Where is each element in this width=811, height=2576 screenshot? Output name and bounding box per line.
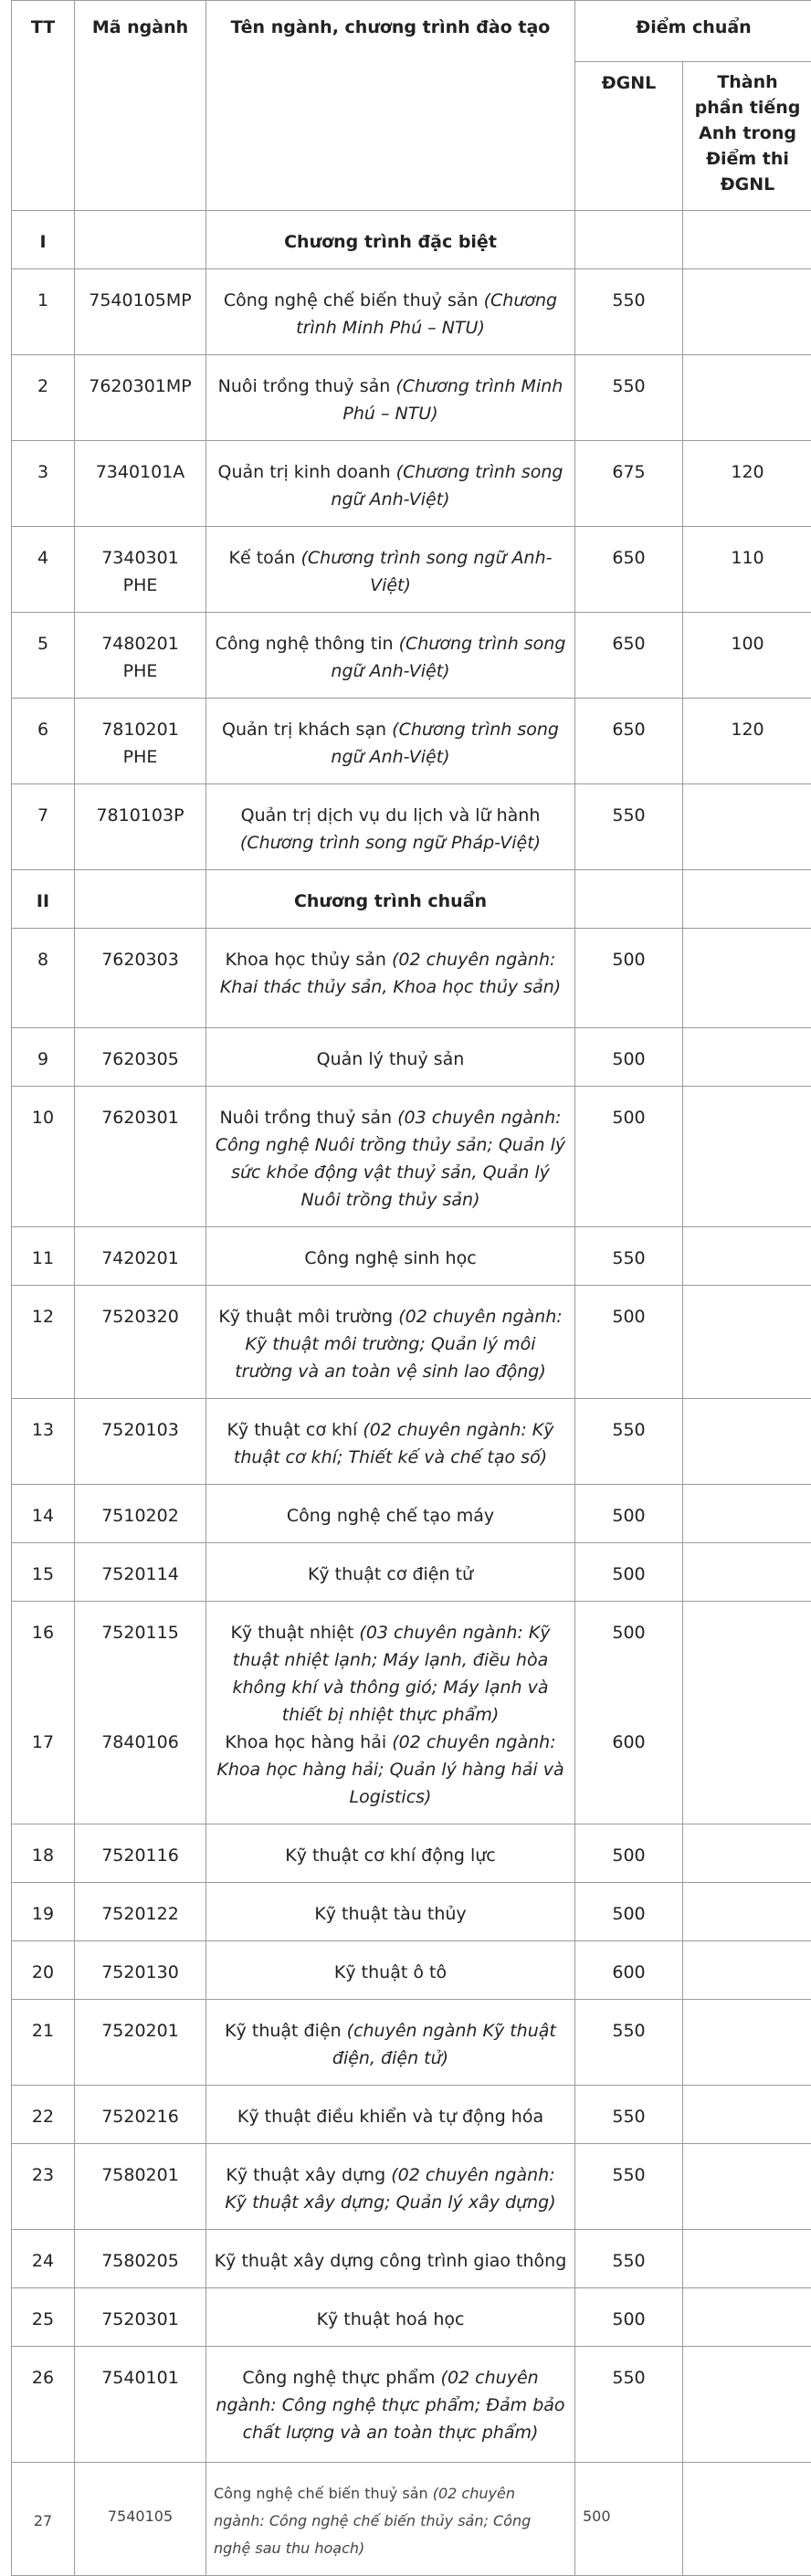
program-name-cell <box>206 699 575 784</box>
dgnl-score: 650 <box>575 613 683 699</box>
program-name-cell <box>206 2144 575 2230</box>
english-component-score <box>683 1602 811 1730</box>
table-row <box>12 1941 811 2000</box>
table-row <box>12 1543 811 1602</box>
table-row <box>12 1399 811 1485</box>
row-number: 3 <box>12 441 75 527</box>
dgnl-score: 500 <box>575 1087 683 1227</box>
dgnl-score: 500 <box>575 1028 683 1087</box>
table-row <box>12 2288 811 2347</box>
dgnl-score: 550 <box>575 2144 683 2230</box>
row-number: 22 <box>12 2086 75 2144</box>
table-row <box>12 2144 811 2230</box>
section-number: II <box>12 870 75 929</box>
program-name: Nuôi trồng thuỷ sản <box>218 376 391 396</box>
table-row <box>12 1824 811 1883</box>
english-component-score <box>683 1941 811 2000</box>
program-code: 7810201 PHE <box>75 699 206 784</box>
dgnl-score: 550 <box>575 1227 683 1286</box>
table-row <box>12 2000 811 2086</box>
program-code: 7340301 PHE <box>75 527 206 613</box>
program-name-cell <box>206 1485 575 1543</box>
program-name: Quản lý thuỷ sản <box>317 1049 465 1069</box>
program-code: 7520116 <box>75 1824 206 1883</box>
row-number: 12 <box>12 1286 75 1399</box>
program-name-cell <box>206 2086 575 2144</box>
row-number: 17 <box>12 1729 75 1824</box>
table-row <box>12 1028 811 1087</box>
english-component-score <box>683 355 811 441</box>
program-code: 7620301MP <box>75 355 206 441</box>
english-component-score <box>683 2288 811 2347</box>
header-row <box>12 1 811 62</box>
header-score-group: Điểm chuẩn <box>575 1 811 62</box>
program-note: (Chương trình song ngữ Anh-Việt) <box>331 634 565 681</box>
row-number: 20 <box>12 1941 75 2000</box>
program-note: (02 chuyên ngành: Kỹ thuật môi trường; Quản lý môi trường và an toàn vệ sinh lao động) <box>235 1307 562 1382</box>
dgnl-score: 500 <box>575 1286 683 1399</box>
row-number: 2 <box>12 355 75 441</box>
dgnl-score: 550 <box>575 1399 683 1485</box>
english-component-score <box>683 2000 811 2086</box>
english-component-score <box>683 1485 811 1543</box>
english-component-score <box>683 1286 811 1399</box>
section-score-empty <box>575 211 683 269</box>
program-code: 7520320 <box>75 1286 206 1399</box>
program-note: (Chương trình song ngữ Anh-Việt) <box>331 462 563 510</box>
table-row <box>12 1729 811 1824</box>
program-code: 7520122 <box>75 1883 206 1941</box>
program-code: 7520216 <box>75 2086 206 2144</box>
program-note: (03 chuyên ngành: Công nghệ Nuôi trồng thủy sản; Quản lý sức khỏe động vật thuỷ sản, Quản lý Nuôi trồng thủy sản) <box>216 1108 565 1210</box>
program-name-cell <box>206 1941 575 2000</box>
program-name: Quản trị dịch vụ du lịch và lữ hành <box>241 805 541 825</box>
program-name: Công nghệ thực phẩm <box>242 2368 435 2388</box>
program-code: 7420201 <box>75 1227 206 1286</box>
section-english-empty <box>683 211 811 269</box>
program-code: 7810103P <box>75 784 206 870</box>
program-name: Quản trị kinh doanh <box>218 462 391 482</box>
table-row <box>12 1602 811 1730</box>
program-name-cell <box>206 784 575 870</box>
english-component-score: 100 <box>683 613 811 699</box>
program-note: (02 chuyên ngành: Khoa học hàng hải; Quản lý hàng hải và Logistics) <box>216 1732 563 1807</box>
english-component-score <box>683 1028 811 1087</box>
row-number: 4 <box>12 527 75 613</box>
program-code: 7480201 PHE <box>75 613 206 699</box>
table-row <box>12 1286 811 1399</box>
program-name-cell <box>206 2288 575 2347</box>
program-code: 7520115 <box>75 1602 206 1730</box>
row-number: 10 <box>12 1087 75 1227</box>
program-code: 7520201 <box>75 2000 206 2086</box>
program-name: Kỹ thuật cơ khí động lực <box>285 1845 495 1866</box>
english-component-score <box>683 1543 811 1602</box>
program-name: Khoa học thủy sản <box>226 950 386 970</box>
row-number: 16 <box>12 1602 75 1730</box>
program-name: Công nghệ chế biến thuỷ sản <box>214 2485 428 2502</box>
row-number: 24 <box>12 2230 75 2288</box>
program-name: Công nghệ chế tạo máy <box>287 1506 494 1526</box>
english-component-score <box>683 2086 811 2144</box>
program-code: 7540101 <box>75 2347 206 2463</box>
program-name-cell <box>206 2463 575 2576</box>
english-component-score <box>683 1227 811 1286</box>
table-row <box>12 355 811 441</box>
table-row <box>12 929 811 1028</box>
table-row <box>12 1227 811 1286</box>
table-row <box>12 2086 811 2144</box>
section-english-empty <box>683 870 811 929</box>
program-note: (02 chuyên ngành: Kỹ thuật cơ khí; Thiết kế và chế tạo số) <box>234 1420 554 1467</box>
program-name-cell <box>206 1286 575 1399</box>
program-name: Kế toán <box>229 548 296 568</box>
english-component-score: 120 <box>683 699 811 784</box>
english-component-score <box>683 784 811 870</box>
table-body <box>12 211 811 2576</box>
program-name-cell <box>206 355 575 441</box>
section-title: Chương trình chuẩn <box>206 870 575 929</box>
program-code: 7840106 <box>75 1729 206 1824</box>
english-component-score <box>683 2144 811 2230</box>
dgnl-score: 550 <box>575 784 683 870</box>
program-note: (02 chuyên ngành: Công nghệ chế biến thủy sản; Công nghệ sau thu hoạch) <box>214 2485 531 2557</box>
program-note: (Chương trình Minh Phú – NTU) <box>342 376 563 424</box>
section-code-empty <box>75 211 206 269</box>
table-row <box>12 527 811 613</box>
program-name-cell <box>206 1399 575 1485</box>
dgnl-score: 600 <box>575 1729 683 1824</box>
program-name: Công nghệ chế biến thuỷ sản <box>224 290 479 310</box>
program-code: 7580201 <box>75 2144 206 2230</box>
header-english-component: Thành phần tiếng Anh trong Điểm thi ĐGNL <box>683 62 811 211</box>
program-code: 7520130 <box>75 1941 206 2000</box>
program-code: 7510202 <box>75 1485 206 1543</box>
table-row <box>12 2347 811 2463</box>
header-tt: TT <box>12 1 75 211</box>
program-note: (02 chuyên ngành: Kỹ thuật xây dựng; Quản lý xây dựng) <box>225 2165 555 2213</box>
row-number: 15 <box>12 1543 75 1602</box>
section-row <box>12 211 811 269</box>
table-row <box>12 1087 811 1227</box>
dgnl-score: 550 <box>575 269 683 355</box>
english-component-score <box>683 1087 811 1227</box>
dgnl-score: 500 <box>575 1602 683 1730</box>
row-number: 7 <box>12 784 75 870</box>
program-name: Nuôi trồng thuỷ sản <box>219 1108 392 1128</box>
program-name-cell <box>206 1028 575 1087</box>
dgnl-score: 500 <box>575 1824 683 1883</box>
english-component-score <box>683 1399 811 1485</box>
program-name-cell <box>206 1227 575 1286</box>
program-code: 7620301 <box>75 1087 206 1227</box>
header-program-name: Tên ngành, chương trình đào tạo <box>206 1 575 211</box>
program-name: Kỹ thuật tàu thủy <box>314 1904 466 1924</box>
english-component-score: 110 <box>683 527 811 613</box>
row-number: 9 <box>12 1028 75 1087</box>
english-component-score <box>683 2463 811 2576</box>
dgnl-score: 550 <box>575 2230 683 2288</box>
program-name: Kỹ thuật môi trường <box>218 1307 393 1327</box>
program-code: 7520114 <box>75 1543 206 1602</box>
english-component-score: 120 <box>683 441 811 527</box>
english-component-score <box>683 1824 811 1883</box>
section-code-empty <box>75 870 206 929</box>
row-number: 11 <box>12 1227 75 1286</box>
row-number: 18 <box>12 1824 75 1883</box>
program-name-cell <box>206 1883 575 1941</box>
program-name: Công nghệ sinh học <box>304 1248 476 1268</box>
table-row <box>12 784 811 870</box>
program-name: Công nghệ thông tin <box>216 634 394 654</box>
table-row <box>12 2230 811 2288</box>
dgnl-score: 650 <box>575 527 683 613</box>
program-name: Kỹ thuật xây dựng <box>226 2165 385 2185</box>
program-code: 7580205 <box>75 2230 206 2288</box>
row-number: 6 <box>12 699 75 784</box>
table-row <box>12 269 811 355</box>
program-name-cell <box>206 1087 575 1227</box>
english-component-score <box>683 2347 811 2463</box>
program-name-cell <box>206 527 575 613</box>
admission-score-table <box>11 0 811 2576</box>
table-row <box>12 2463 811 2576</box>
english-component-score <box>683 269 811 355</box>
program-note: (03 chuyên ngành: Kỹ thuật nhiệt lạnh; Máy lạnh, điều hòa không khí và thông gió; Máy lạnh và thiết bị nhiệt thực phẩm) <box>232 1623 550 1725</box>
program-note: (chuyên ngành Kỹ thuật điện, điện tử) <box>332 2021 556 2068</box>
table-row <box>12 441 811 527</box>
program-name: Kỹ thuật điều khiển và tự động hóa <box>237 2107 543 2127</box>
program-name-cell <box>206 2230 575 2288</box>
program-note: (Chương trình song ngữ Anh-Việt) <box>301 548 553 595</box>
program-note: (02 chuyên ngành: Khai thác thủy sản, Khoa học thủy sản) <box>220 950 561 997</box>
program-name-cell <box>206 613 575 699</box>
row-number: 8 <box>12 929 75 1028</box>
program-note: (Chương trình song ngữ Anh-Việt) <box>331 720 559 767</box>
dgnl-score: 500 <box>575 1543 683 1602</box>
program-note: (Chương trình Minh Phú – NTU) <box>296 290 557 338</box>
program-name: Kỹ thuật hoá học <box>317 2309 465 2329</box>
program-name: Kỹ thuật xây dựng công trình giao thông <box>215 2251 567 2271</box>
dgnl-score: 650 <box>575 699 683 784</box>
dgnl-score: 550 <box>575 2000 683 2086</box>
program-note: (02 chuyên ngành: Công nghệ thực phẩm; Đảm bảo chất lượng và an toàn thực phẩm) <box>216 2368 564 2443</box>
row-number: 1 <box>12 269 75 355</box>
section-number: I <box>12 211 75 269</box>
dgnl-score: 550 <box>575 355 683 441</box>
dgnl-score: 500 <box>575 1883 683 1941</box>
dgnl-score: 675 <box>575 441 683 527</box>
table-row <box>12 1485 811 1543</box>
row-number: 25 <box>12 2288 75 2347</box>
program-name-cell <box>206 269 575 355</box>
section-row <box>12 870 811 929</box>
dgnl-score: 550 <box>575 2347 683 2463</box>
header-code: Mã ngành <box>75 1 206 211</box>
program-name-cell <box>206 441 575 527</box>
program-code: 7520103 <box>75 1399 206 1485</box>
english-component-score <box>683 1883 811 1941</box>
program-code: 7540105MP <box>75 269 206 355</box>
dgnl-score: 500 <box>575 929 683 1028</box>
program-name: Kỹ thuật cơ điện tử <box>308 1564 473 1584</box>
row-number: 14 <box>12 1485 75 1543</box>
table-row <box>12 613 811 699</box>
program-name-cell <box>206 2000 575 2086</box>
english-component-score <box>683 929 811 1028</box>
row-number: 21 <box>12 2000 75 2086</box>
program-name: Quản trị khách sạn <box>222 720 386 740</box>
program-code: 7620303 <box>75 929 206 1028</box>
program-code: 7620305 <box>75 1028 206 1087</box>
row-number: 19 <box>12 1883 75 1941</box>
program-name: Khoa học hàng hải <box>225 1732 386 1752</box>
program-name: Kỹ thuật ô tô <box>334 1962 447 1982</box>
program-name: Kỹ thuật nhiệt <box>230 1623 353 1643</box>
section-title: Chương trình đặc biệt <box>206 211 575 269</box>
program-name-cell <box>206 2347 575 2463</box>
dgnl-score: 500 <box>575 1485 683 1543</box>
dgnl-score: 550 <box>575 2086 683 2144</box>
english-component-score <box>683 2230 811 2288</box>
program-name-cell <box>206 1602 575 1730</box>
program-name-cell <box>206 1729 575 1824</box>
row-number: 5 <box>12 613 75 699</box>
program-name-cell <box>206 1543 575 1602</box>
program-note: (Chương trình song ngữ Pháp-Việt) <box>240 833 541 853</box>
english-component-score <box>683 1729 811 1824</box>
program-name: Kỹ thuật điện <box>225 2021 341 2041</box>
program-name-cell <box>206 929 575 1028</box>
row-number: 13 <box>12 1399 75 1485</box>
header-dgnl: ĐGNL <box>575 62 683 211</box>
dgnl-score: 500 <box>575 2463 683 2576</box>
row-number: 27 <box>12 2463 75 2576</box>
row-number: 23 <box>12 2144 75 2230</box>
program-code: 7540105 <box>75 2463 206 2576</box>
row-number: 26 <box>12 2347 75 2463</box>
program-code: 7520301 <box>75 2288 206 2347</box>
dgnl-score: 600 <box>575 1941 683 2000</box>
section-score-empty <box>575 870 683 929</box>
table-row <box>12 699 811 784</box>
program-code: 7340101A <box>75 441 206 527</box>
program-name-cell <box>206 1824 575 1883</box>
table-row <box>12 1883 811 1941</box>
dgnl-score: 500 <box>575 2288 683 2347</box>
program-name: Kỹ thuật cơ khí <box>226 1420 357 1440</box>
